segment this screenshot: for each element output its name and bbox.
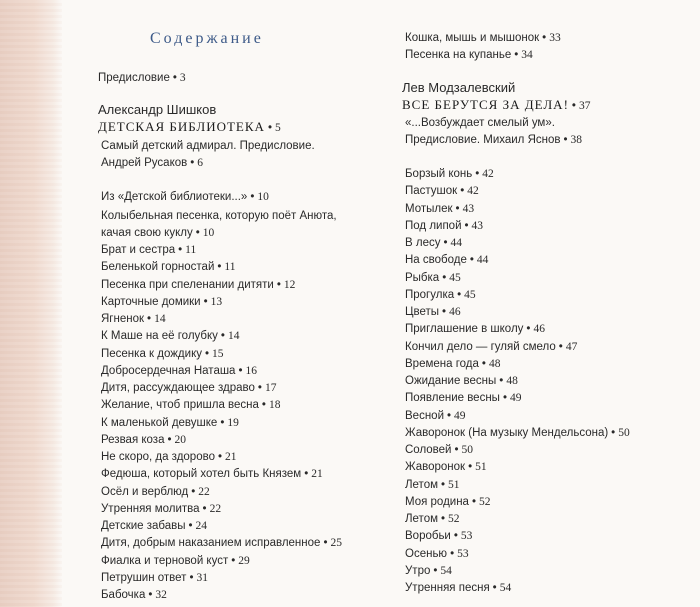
entry-title: Цветы xyxy=(405,306,440,318)
entry-title: К Маше на её голубку xyxy=(101,330,218,343)
entry-title: Утро xyxy=(405,564,431,577)
entry-title: Ожидание весны xyxy=(405,375,497,387)
entry-title: Песенка к дождику xyxy=(101,347,202,360)
entry-bullet: • xyxy=(481,357,486,370)
epigraph-line: «...Возбуждает смелый ум». xyxy=(405,117,555,129)
entry-bullet: • xyxy=(468,461,473,474)
entry-title: Воробьи xyxy=(405,530,451,543)
toc-entry xyxy=(101,432,186,449)
entry-page-number: 14 xyxy=(154,313,166,325)
toc-entry xyxy=(405,47,533,64)
toc-entry xyxy=(405,390,521,407)
toc-entry xyxy=(101,570,208,587)
book-title: ДЕТСКАЯ БИБЛИОТЕКА • 5 xyxy=(98,119,281,134)
entry-bullet: • xyxy=(203,295,208,308)
toc-entry xyxy=(101,328,239,345)
entry-page-number: 44 xyxy=(476,254,489,267)
entry-page-number: 48 xyxy=(488,357,501,370)
entry-bullet: • xyxy=(220,416,225,429)
entry-page-number: 31 xyxy=(196,571,208,584)
toc-entry xyxy=(405,442,473,459)
toc-entry: Колыбельная песенка, которую поёт Анюта, xyxy=(101,210,337,222)
toc-entry xyxy=(405,546,469,563)
entry-title: Моя родина xyxy=(405,495,469,508)
entry-bullet: • xyxy=(167,433,172,446)
toc-entry xyxy=(101,397,280,414)
entry-page-number: 50 xyxy=(618,426,630,439)
toc-entry xyxy=(405,252,488,269)
entry-page-number: 46 xyxy=(449,306,461,318)
entry-page-number: 12 xyxy=(283,278,296,291)
entry-page-number: 43 xyxy=(471,219,484,232)
entry-page-number: 42 xyxy=(467,185,479,198)
entry-title: Летом xyxy=(405,478,439,491)
entry-bullet: • xyxy=(238,364,243,377)
entry-title: Пастушок xyxy=(405,185,458,198)
entry-page-number: 51 xyxy=(448,478,460,491)
entry-bullet: • xyxy=(442,271,447,284)
entry-title: Утренняя песня xyxy=(405,582,490,594)
entry-title: Дитя, добрым наказанием исправленное xyxy=(101,537,321,550)
entry-title: Песенка при спеленании дитяти xyxy=(101,278,274,291)
book-title: ВСЕ БЕРУТСЯ ЗА ДЕЛА! • 37 xyxy=(402,97,591,112)
toc-entry xyxy=(405,563,452,580)
entry-page-number: 22 xyxy=(209,502,222,515)
toc-entry xyxy=(405,321,545,338)
entry-title: Появление весны xyxy=(405,392,500,405)
entry-bullet: • xyxy=(231,554,236,567)
entry-page-number: 54 xyxy=(499,582,512,594)
entry-title: Брат и сестра xyxy=(101,244,176,256)
entry-page-number: 25 xyxy=(330,537,342,550)
author-name: Александр Шишков xyxy=(98,102,217,117)
entry-bullet: • xyxy=(204,347,210,360)
entry-page-number: 42 xyxy=(482,168,494,180)
entry-title: Резвая коза xyxy=(101,433,165,446)
entry-bullet: • xyxy=(178,244,183,256)
toc-entry xyxy=(101,380,276,397)
entry-bullet: • xyxy=(217,451,223,463)
entry-page-number: 13 xyxy=(210,295,223,308)
entry-title: Прогулка xyxy=(405,288,455,301)
entry-title: Карточные домики xyxy=(101,295,201,308)
entry-page-number: 49 xyxy=(509,392,522,405)
entry-page-number: 43 xyxy=(462,202,475,215)
toc-entry xyxy=(405,373,518,390)
toc-entry xyxy=(405,339,577,356)
entry-page-number: 44 xyxy=(450,237,463,249)
entry-title: Борзый конь xyxy=(405,168,473,180)
entry-bullet: • xyxy=(323,537,328,550)
entry-page-number: 50 xyxy=(461,444,474,456)
entry-title: Летом xyxy=(405,513,439,525)
toc-entry xyxy=(405,425,630,442)
toc-entry xyxy=(101,553,250,570)
toc-entry xyxy=(405,287,476,304)
page-title: Содержание xyxy=(150,30,264,47)
entry-title: Добросердечная Наташа xyxy=(101,364,236,377)
entry-bullet: • xyxy=(460,185,465,198)
entry-page-number: 19 xyxy=(227,416,239,429)
toc-entry xyxy=(101,363,257,380)
toc-entry xyxy=(405,356,500,373)
entry-bullet: • xyxy=(447,409,452,422)
entry-page-number: 33 xyxy=(549,32,561,44)
entry-title: Осёл и верблюд xyxy=(101,485,189,498)
entry-title: Кошка, мышь и мышонок xyxy=(405,32,540,44)
toc-entry xyxy=(405,270,461,287)
toc-entry xyxy=(405,166,494,183)
entry-page-number: 22 xyxy=(198,485,210,498)
entry-title: Песенка на купанье xyxy=(405,49,512,61)
entry-bullet: • xyxy=(217,261,222,274)
toc-entry xyxy=(101,346,224,363)
toc-entry xyxy=(101,259,235,276)
toc-entry xyxy=(405,511,460,528)
entry-bullet: • xyxy=(526,323,531,336)
entry-bullet: • xyxy=(469,254,474,267)
entry-page-number: 51 xyxy=(475,461,487,474)
intro-line: Предисловие. Михаил Яснов • 38 xyxy=(405,134,583,146)
entry-title: Федюша, который хотел быть Князем xyxy=(101,468,302,481)
toc-entry xyxy=(405,183,479,200)
toc-entry xyxy=(405,304,461,321)
toc-entry xyxy=(405,477,460,494)
entry-bullet: • xyxy=(191,485,196,498)
entry-title: На свободе xyxy=(405,254,467,267)
entry-bullet: • xyxy=(514,49,519,61)
toc-entry: качая свою куклу • 10 xyxy=(101,227,215,239)
entry-bullet: • xyxy=(471,495,476,508)
entry-title: Желание, чтоб пришла весна xyxy=(101,399,259,412)
toc-entry xyxy=(405,30,561,47)
entry-title: Под липой xyxy=(405,219,462,232)
entry-page-number: 47 xyxy=(565,340,578,353)
toc-entry xyxy=(101,518,207,535)
toc-entry xyxy=(101,294,222,311)
entry-bullet: • xyxy=(433,564,438,577)
entry-title: К маленькой девушке xyxy=(101,416,218,429)
entry-bullet: • xyxy=(455,202,460,215)
toc-entry xyxy=(101,501,221,518)
entry-title: Фиалка и терновой куст xyxy=(101,554,229,567)
toc-entry xyxy=(101,535,342,552)
entry-page-number: 45 xyxy=(464,288,476,301)
entry-title: Детские забавы xyxy=(101,520,186,532)
entry-page-number: 17 xyxy=(264,382,277,394)
intro-line: Самый детский адмирал. Предисловие. xyxy=(101,140,315,152)
entry-title: Ягненок xyxy=(101,313,145,325)
entry-title: Не скоро, да здорово xyxy=(101,451,215,463)
entry-title: Беленькой горностай xyxy=(101,261,215,274)
toc-entry xyxy=(405,528,472,545)
toc-entry xyxy=(101,415,239,432)
book-spine-edge xyxy=(0,0,62,607)
entry-title: Бабочка xyxy=(101,589,146,601)
section-heading: Из «Детской библиотеки...» • 10 xyxy=(101,191,269,203)
toc-entry xyxy=(405,235,462,252)
entry-title: В лесу xyxy=(405,237,441,249)
entry-page-number: 45 xyxy=(449,271,461,284)
author-name: Лев Модзалевский xyxy=(402,80,516,95)
entry-bullet: • xyxy=(443,237,448,249)
toc-entry xyxy=(405,218,483,235)
entry-page-number: 54 xyxy=(440,564,452,577)
intro-line: Андрей Русаков • 6 xyxy=(101,157,204,169)
entry-title: Рыбка xyxy=(405,271,440,284)
entry-bullet: • xyxy=(454,444,459,456)
entry-bullet: • xyxy=(499,375,504,387)
entry-page-number: 29 xyxy=(238,554,250,567)
entry-bullet: • xyxy=(261,399,266,412)
toc-entry xyxy=(405,459,487,476)
entry-bullet: • xyxy=(457,288,462,301)
entry-bullet: • xyxy=(442,306,447,318)
entry-title: Приглашение в школу xyxy=(405,323,524,336)
entry-page-number: 34 xyxy=(521,49,533,61)
entry-title: Кончил дело — гуляй смело xyxy=(405,340,556,353)
toc-entry xyxy=(101,242,196,259)
entry-bullet: • xyxy=(492,582,497,594)
entry-page-number: 18 xyxy=(268,399,281,412)
entry-bullet: • xyxy=(220,330,225,343)
entry-bullet: • xyxy=(148,589,153,601)
entry-bullet: • xyxy=(441,478,446,491)
entry-title: Жаворонок xyxy=(405,461,466,474)
entry-bullet: • xyxy=(257,382,262,394)
entry-title: Осенью xyxy=(405,547,448,560)
entry-page-number: 52 xyxy=(448,513,460,525)
entry-bullet: • xyxy=(558,340,563,353)
entry-bullet: • xyxy=(450,547,455,560)
toc-entry xyxy=(405,408,466,425)
entry-bullet: • xyxy=(189,571,194,584)
entry-bullet: • xyxy=(464,219,469,232)
entry-bullet: • xyxy=(475,168,480,180)
entry-bullet: • xyxy=(304,468,309,481)
entry-bullet: • xyxy=(453,530,458,543)
entry-title: Дитя, рассуждающее здраво xyxy=(101,382,255,394)
entry-title: Жаворонок (На музыку Мендельсона) xyxy=(405,426,609,439)
entry-page-number: 53 xyxy=(457,547,469,560)
entry-page-number: 21 xyxy=(225,451,237,463)
toc-entry xyxy=(405,201,474,218)
entry-bullet: • xyxy=(441,513,446,525)
entry-page-number: 15 xyxy=(212,347,224,360)
toc-entry xyxy=(101,277,295,294)
entry-page-number: 24 xyxy=(195,520,208,532)
toc-entry xyxy=(101,466,323,483)
entry-page-number: 48 xyxy=(506,375,518,387)
entry-page-number: 14 xyxy=(227,330,240,343)
entry-title: Мотылек xyxy=(405,202,453,215)
entry-bullet: • xyxy=(188,520,193,532)
entry-page-number: 46 xyxy=(533,323,545,336)
toc-entry xyxy=(101,311,166,328)
entry-bullet: • xyxy=(611,426,616,439)
toc-entry xyxy=(101,449,237,466)
entry-title: Соловей xyxy=(405,444,452,456)
toc-entry xyxy=(101,587,167,604)
entry-page-number: 21 xyxy=(311,468,323,481)
entry-page-number: 53 xyxy=(460,530,473,543)
entry-title: Петрушин ответ xyxy=(101,571,187,584)
entry-page-number: 20 xyxy=(174,433,187,446)
entry-bullet: • xyxy=(276,278,281,291)
toc-entry xyxy=(405,494,490,511)
entry-page-number: 11 xyxy=(224,261,236,274)
entry-page-number: 16 xyxy=(245,364,257,377)
entry-title: Весной xyxy=(405,409,444,422)
entry-bullet: • xyxy=(202,502,207,515)
entry-bullet: • xyxy=(542,32,547,44)
toc-entry-preface: Предисловие • 3 xyxy=(98,72,186,84)
entry-bullet: • xyxy=(502,392,507,405)
entry-title: Времена года xyxy=(405,357,479,370)
entry-page-number: 32 xyxy=(155,589,167,601)
toc-entry xyxy=(101,484,210,501)
entry-title: Утренняя молитва xyxy=(101,502,200,515)
entry-bullet: • xyxy=(147,313,152,325)
entry-page-number: 11 xyxy=(185,244,197,256)
entry-page-number: 52 xyxy=(478,495,491,508)
toc-entry xyxy=(405,580,511,597)
entry-page-number: 49 xyxy=(454,409,466,422)
